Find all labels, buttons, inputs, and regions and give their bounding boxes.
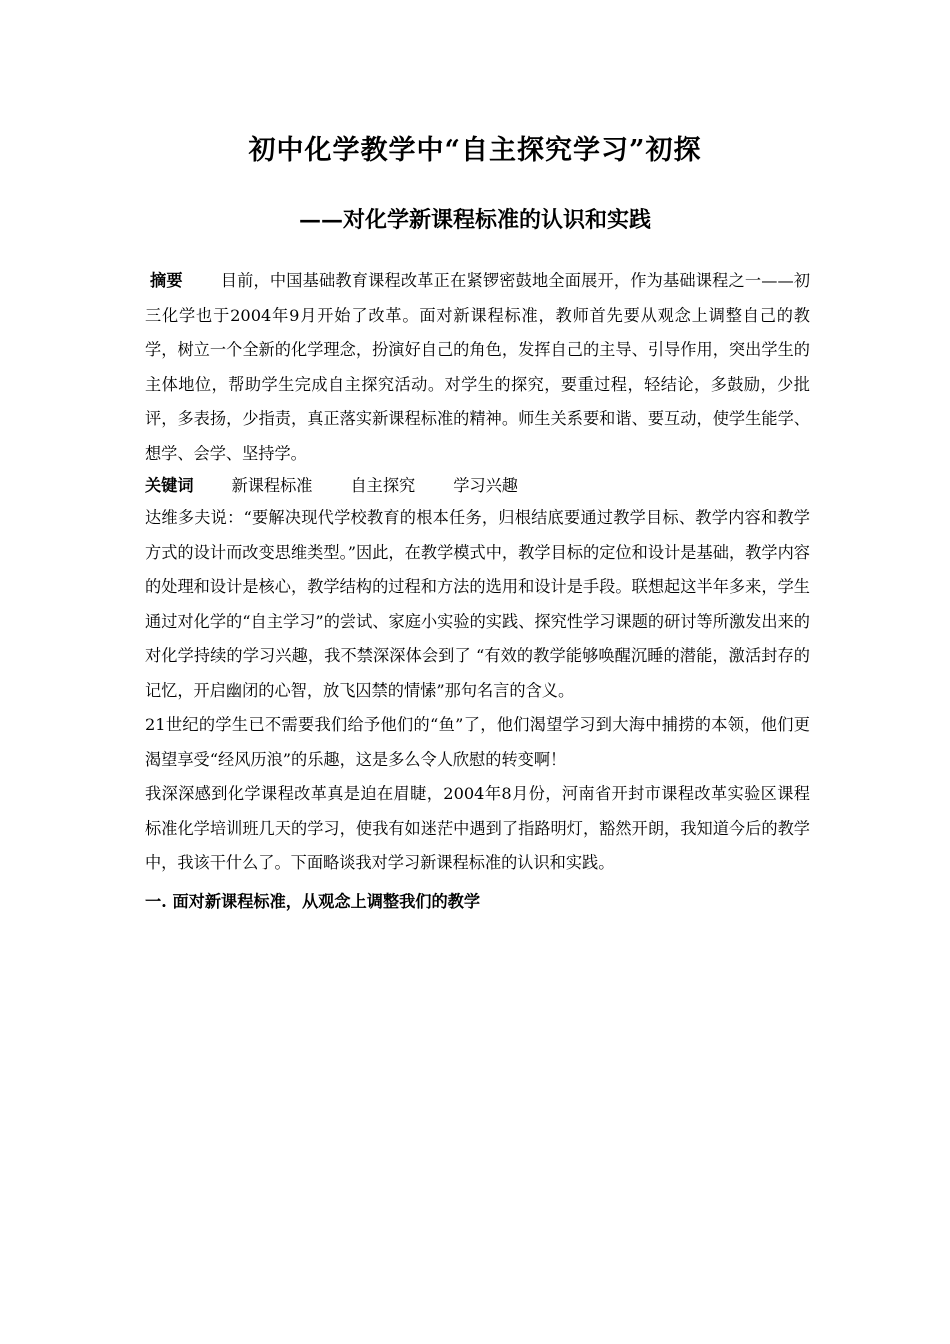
keywords-line [145, 471, 810, 501]
abstract-text: 目前，中国基础教育课程改革正在紧锣密鼓地全面展开，作为基础课程之一——初三化学也于2004年9月开始了改革。面对新课程标准，教师首先要从观念上调整自己的教学，树立一个全新的化学理念，扮演好自己的角色，发挥自己的主导、引导作用，突出学生的主体地位，帮助学生完成自主探究活动。对学生的探究，要重过程，轻结论，多鼓励，少批评，多表扬，少指责，真正落实新课程标准的精神。师生关系要和谐、要互动，使学生能学、想学、会学、坚持学。 [145, 271, 811, 463]
body-paragraph: 我深深感到化学课程改革真是迫在眉睫，2004年8月份，河南省开封市课程改革实验区课程标准化学培训班几天的学习，使我有如迷茫中遇到了指路明灯，豁然开朗，我知道今后的教学中，我该干什么了。下面略谈我对学习新课程标准的认识和实践。 [145, 784, 810, 872]
document-subtitle: ——对化学新课程标准的认识和实践 [298, 207, 651, 233]
body-paragraph: 达维多夫说：“要解决现代学校教育的根本任务，归根结底要通过教学目标、教学内容和教学方式的设计而改变思维类型。”因此，在教学模式中，教学目标的定位和设计是基础，教学内容的处理和设计是核心，教学结构的过程和方法的选用和设计是手段。联想起这半年多来，学生通过对化学的“自主学习”的尝试、家庭小实验的实践、探究性学习课题的研讨等所激发出来的对化学持续的学习兴趣，我不禁深深体会到了 “有效的教学能够唤醒沉睡的潜能，激活封存的记忆，开启幽闭的心智，放飞囚禁的情愫”那句名言的含义。 [145, 508, 810, 700]
abstract-paragraph [145, 264, 810, 471]
document-title: 初中化学教学中“自主探究学习”初探 [248, 135, 702, 166]
body-paragraph: 21世纪的学生已不需要我们给予他们的“鱼”了，他们渴望学习到大海中捕捞的本领，他们更渴望享受“经风历浪”的乐趣，这是多么令人欣慰的转变啊！ [145, 715, 810, 769]
section-heading: 一. 面对新课程标准，从观念上调整我们的教学 [145, 891, 481, 911]
document-body [145, 264, 810, 919]
keyword-item: 学习兴趣 [453, 476, 518, 495]
keyword-item: 新课程标准 [231, 476, 313, 495]
abstract-label: 摘要 [150, 271, 183, 290]
keywords-label: 关键词 [145, 476, 194, 495]
keyword-item: 自主探究 [350, 476, 416, 495]
